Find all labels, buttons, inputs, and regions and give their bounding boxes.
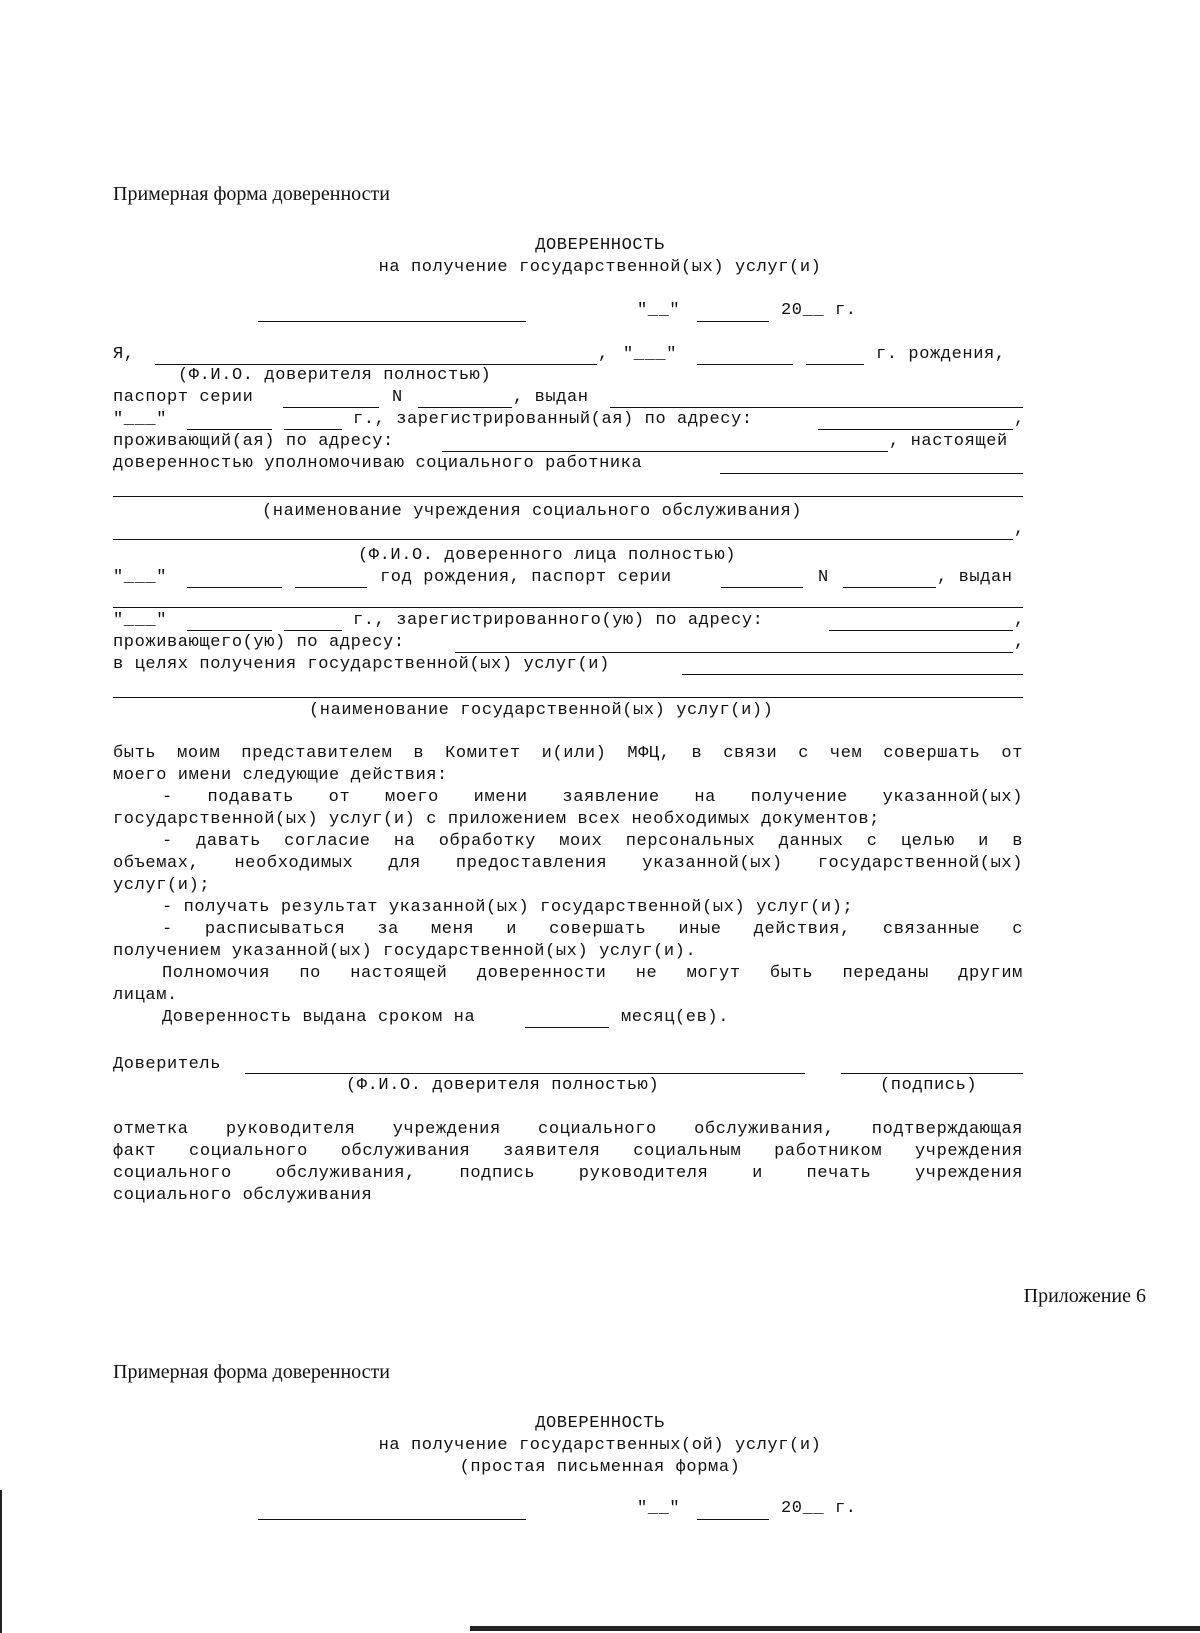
agent-passport-series-field[interactable] (721, 587, 803, 588)
document-subtitle: на получение государственной(ых) услуг(и) (378, 258, 822, 277)
document-title: ДОВЕРЕННОСТЬ (535, 236, 665, 255)
issued-by-field[interactable] (610, 407, 1023, 408)
passport-series-field[interactable] (283, 407, 379, 408)
issue-day: "___" (113, 410, 168, 429)
service-field-2[interactable] (113, 697, 1023, 698)
place-field-2[interactable] (258, 1519, 526, 1520)
comma: , (1014, 611, 1025, 630)
caption-principal-2: (Ф.И.О. доверителя полностью) (346, 1076, 660, 1095)
agent-birth-label: год рождения, паспорт серии (380, 568, 672, 587)
issued-label: , выдан (513, 388, 589, 407)
signature-field[interactable] (841, 1073, 1023, 1074)
passport-number-field[interactable] (418, 407, 512, 408)
body-paragraph-6-line-1: Полномочия по настоящей доверенности не могут быть переданы другим (162, 964, 1023, 983)
agent-issued-by-field[interactable] (113, 607, 1023, 608)
note-line-4: социального обслуживания (113, 1186, 373, 1205)
note-line-1: отметка руководителя учреждения социального обслуживания, подтверждающая (113, 1120, 1023, 1139)
body-paragraph-2-line-1: - подавать от моего имени заявление на получение указанной(ых) (162, 788, 1023, 807)
birth-year-field[interactable] (806, 364, 864, 365)
residing-label: проживающий(ая) по адресу: (113, 432, 394, 451)
agent-n-label: N (818, 568, 829, 587)
body-paragraph-4: - получать результат указанной(ых) государственной(ых) услуг(и); (162, 898, 854, 917)
institution-field[interactable] (113, 496, 1023, 497)
caption-agent: (Ф.И.О. доверенного лица полностью) (358, 546, 737, 565)
document-title-2: ДОВЕРЕННОСТЬ (535, 1414, 665, 1433)
date-day: "__" (637, 301, 681, 320)
note-line-3: социального обслуживания, подпись руководителя и печать учреждения (113, 1164, 1023, 1183)
date-year-2: 20__ г. (781, 1499, 857, 1518)
authorize-text: доверенностью уполномочиваю социального работника (113, 454, 643, 473)
social-worker-field[interactable] (720, 473, 1023, 474)
agent-registered-label: г., зарегистрированного(ую) по адресу: (353, 611, 764, 630)
body-paragraph-5-line-2: получением указанной(ых) государственной(ых) услуг(и). (113, 942, 697, 961)
passport-series-label: паспорт серии (113, 388, 254, 407)
term-months-field[interactable] (525, 1027, 609, 1028)
body-paragraph-3-line-1: - давать согласие на обработку моих персональных данных с целью и в (162, 832, 1023, 851)
agent-issue-day: "___" (113, 611, 168, 630)
agent-birth-day: "___" (113, 568, 168, 587)
date-year: 20__ г. (781, 301, 857, 320)
body-paragraph-1-line-2: моего имени следующие действия: (113, 766, 448, 785)
birth-month-field[interactable] (697, 364, 793, 365)
form-note: (простая письменная форма) (459, 1458, 741, 1477)
issue-year-field[interactable] (284, 429, 342, 430)
body-paragraph-3-line-2: объемах, необходимых для предоставления указанной(ых) государственной(ых) (113, 854, 1023, 873)
scan-edge-left (0, 1490, 2, 1633)
registered-label: г., зарегистрированный(ая) по адресу: (353, 410, 753, 429)
caption-institution: (наименование учреждения социального обслуживания) (262, 502, 803, 521)
comma: , (1014, 520, 1025, 539)
purpose-label: в целях получения государственной(ых) услуг(и) (113, 655, 610, 674)
body-paragraph-1-line-1: быть моим представителем в Комитет и(или) МФЦ, в связи с чем совершать от (113, 744, 1023, 763)
document-subtitle-2: на получение государственных(ой) услуг(и) (378, 1436, 822, 1455)
note-line-2: факт социального обслуживания заявителя социальным работником учреждения (113, 1142, 1023, 1161)
caption-service: (наименование государственной(ых) услуг(и)) (309, 701, 774, 720)
agent-residing-address-field[interactable] (455, 652, 1013, 653)
date-month-field[interactable] (697, 321, 769, 322)
agent-birth-month-field[interactable] (187, 587, 282, 588)
date-day-2: "__" (637, 1499, 681, 1518)
registered-address-field[interactable] (818, 429, 1013, 430)
comma: , (1014, 410, 1025, 429)
agent-registered-address-field[interactable] (829, 630, 1013, 631)
place-field[interactable] (258, 321, 526, 322)
agent-issue-month-field[interactable] (187, 630, 272, 631)
issue-month-field[interactable] (187, 429, 272, 430)
body-paragraph-5-line-1: - расписываться за меня и совершать иные действия, связанные с (162, 920, 1023, 939)
caption-signature: (подпись) (880, 1076, 978, 1095)
agent-issue-year-field[interactable] (284, 630, 342, 631)
caption-principal: (Ф.И.О. доверителя полностью) (178, 366, 492, 385)
present-label: , настоящей (889, 432, 1008, 451)
agent-residing-label: проживающего(ую) по адресу: (113, 633, 405, 652)
body-paragraph-3-line-3: услуг(и); (113, 876, 211, 895)
ya-label: Я, (113, 345, 135, 364)
comma: , (598, 345, 609, 364)
agent-name-field[interactable] (113, 539, 1013, 540)
birth-label: г. рождения, (876, 345, 1006, 364)
term-label: Доверенность выдана сроком на (162, 1008, 476, 1027)
section-heading: Примерная форма доверенности (113, 183, 390, 205)
body-paragraph-6-line-2: лицам. (113, 986, 178, 1005)
principal-label: Доверитель (113, 1055, 222, 1074)
section-heading-2: Примерная форма доверенности (113, 1361, 390, 1383)
principal-name-field[interactable] (155, 364, 597, 365)
agent-birth-year-field[interactable] (295, 587, 367, 588)
agent-passport-number-field[interactable] (843, 587, 936, 588)
appendix-label: Приложение 6 (1023, 1285, 1146, 1307)
date-month-field-2[interactable] (697, 1519, 769, 1520)
body-paragraph-2-line-2: государственной(ых) услуг(и) с приложением всех необходимых документов; (113, 810, 880, 829)
agent-issued-label: , выдан (937, 568, 1013, 587)
scan-edge-bottom (470, 1626, 1200, 1631)
birth-day: "___" (623, 345, 678, 364)
residing-address-field[interactable] (442, 451, 888, 452)
term-unit: месяц(ев). (621, 1008, 730, 1027)
service-field[interactable] (682, 674, 1023, 675)
principal-fullname-field[interactable] (245, 1073, 805, 1074)
comma: , (1014, 633, 1025, 652)
passport-n-label: N (392, 388, 403, 407)
